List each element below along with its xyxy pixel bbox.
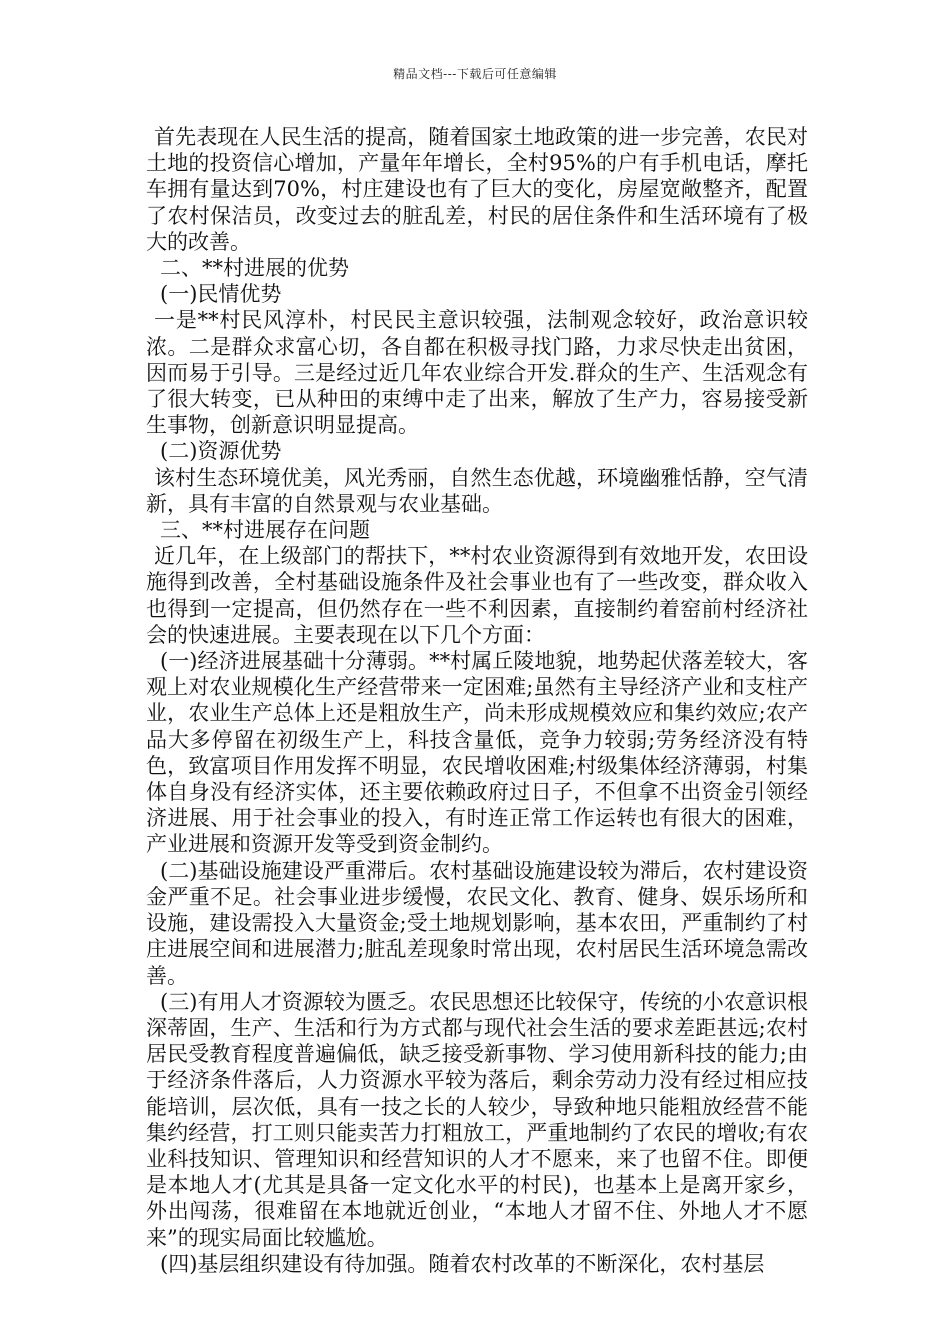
paragraph-living-standards: 首先表现在人民生活的提高，随着国家土地政策的进一步完善，农民对土地的投资信心增加，产量年年增长，全村95%的户有手机电话，摩托车拥有量达到70%，村庄建设也有了巨大的变化，房屋宽敞整齐，配置了农村保洁员，改变过去的脏乱差，村民的居住条件和生活环境有了极大的改善。: [146, 125, 808, 254]
paragraph-grassroots-organization: (四)基层组织建设有待加强。随着农村改革的不断深化，农村基层: [160, 1251, 765, 1276]
section-heading-problems: 三、**村进展存在问题: [160, 518, 370, 543]
section-heading-advantages: 二、**村进展的优势: [160, 256, 349, 281]
document-body: [146, 124, 808, 1277]
paragraph-problems-intro: 近几年，在上级部门的帮扶下，**村农业资源得到有效地开发，农田设施得到改善，全村基础设施条件及社会事业也有了一些改变，群众收入也得到一定提高，但仍然存在一些不利因素，直接制约着窑前村经济社会的快速进展。主要表现在以下几个方面：: [146, 544, 808, 647]
page-header: 精品文档---下载后可任意编辑: [393, 67, 557, 81]
subheading-public-sentiment: (一)民情优势: [160, 282, 282, 307]
paragraph-talent-resources: (三)有用人才资源较为匮乏。农民思想还比较保守，传统的小农意识根深蒂固，生产、生活和行为方式都与现代社会生活的要求差距甚远;农村居民受教育程度普遍偏低，缺乏接受新事物、学习使用新科技的能力;由于经济条件落后，人力资源水平较为落后，剩余劳动力没有经过相应技能培训，层次低，具有一技之长的人较少，导致种地只能粗放经营不能集约经营，打工则只能卖苦力打粗放工，严重地制约了农民的增收;有农业科技知识、管理知识和经营知识的人才不愿来，来了也留不住。即便是本地人才(尤其是具备一定文化水平的村民)，也基本上是离开家乡，外出闯荡，很难留在本地就近创业，“本地人才留不住、外地人才不愿来”的现实局面比较尴尬。: [146, 989, 808, 1250]
paragraph-public-sentiment: 一是**村民风淳朴，村民民主意识较强，法制观念较好，政治意识较浓。二是群众求富心切，各自都在积极寻找门路，力求尽快走出贫困，因而易于引导。三是经过近几年农业综合开发.群众的生产、生活观念有了很大转变，已从种田的束缚中走了出来，解放了生产力，容易接受新生事物，创新意识明显提高。: [146, 308, 808, 438]
paragraph-infrastructure: (二)基础设施建设严重滞后。农村基础设施建设较为滞后，农村建设资金严重不足。社会事业进步缓慢，农民文化、教育、健身、娱乐场所和设施，建设需投入大量资金;受土地规划影响，基本农田，严重制约了村庄进展空间和进展潜力;脏乱差现象时常出现，农村居民生活环境急需改善。: [146, 858, 808, 988]
paragraph-economic-foundation: (一)经济进展基础十分薄弱。**村属丘陵地貌，地势起伏落差较大，客观上对农业规模化生产经营带来一定困难;虽然有主导经济产业和支柱产业，农业生产总体上还是粗放生产，尚未形成规模效应和集约效应;农产品大多停留在初级生产上，科技含量低，竞争力较弱;劳务经济没有特色，致富项目作用发挥不明显，农民增收困难;村级集体经济薄弱，村集体自身没有经济实体，还主要依赖政府过日子，不但拿不出资金引领经济进展、用于社会事业的投入，有时连正常工作运转也有很大的困难，产业进展和资源开发等受到资金制约。: [146, 649, 808, 857]
subheading-resource-advantage: (二)资源优势: [160, 439, 282, 464]
paragraph-resource-advantage: 该村生态环境优美，风光秀丽，自然生态优越，环境幽雅恬静，空气清新，具有丰富的自然景观与农业基础。: [146, 465, 808, 516]
